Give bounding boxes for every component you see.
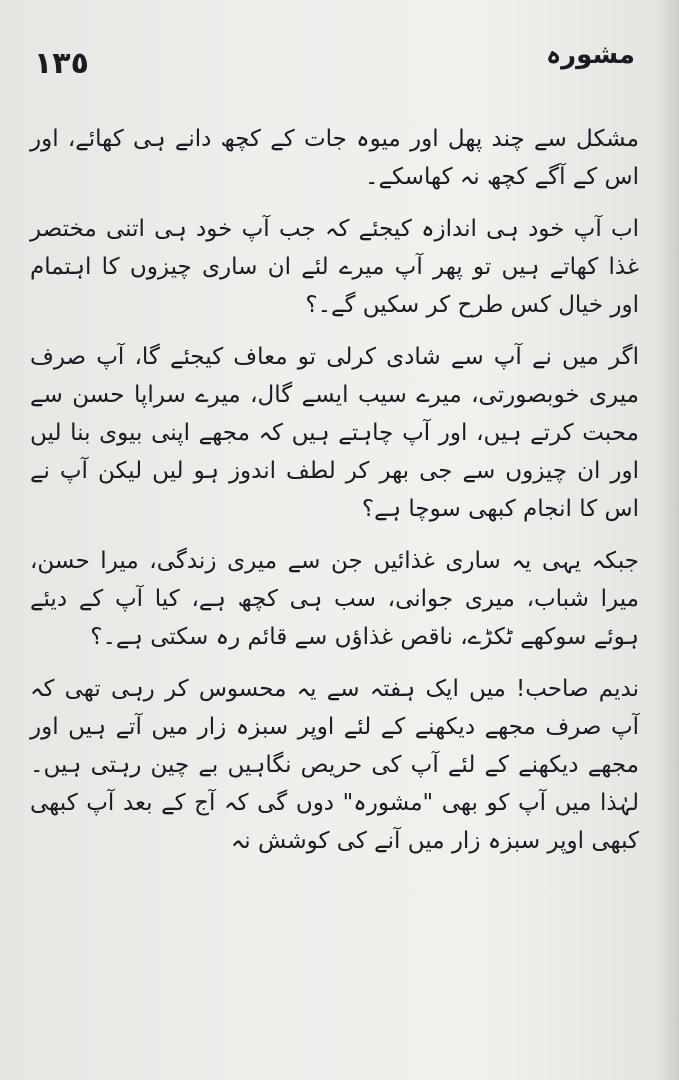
page-number: ١٣٥ (34, 46, 89, 81)
page-edge-shadow (657, 0, 679, 1080)
paragraph: جبکہ یہی یہ ساری غذائیں جن سے میری زندگی، میرا حسن، میرا شباب، میری جوانی، سب ہی کچھ ہے، کیا آپ کے دیئے ہوئے سوکھے ٹکڑے، ناقص غذاؤں سے قائم رہ سکتی ہے۔؟ (30, 548, 639, 650)
paragraph: اب آپ خود ہی اندازہ کیجئے کہ جب آپ خود ہی اتنی مختصر غذا کھاتے ہیں تو پھر آپ میرے لئے ان ساری چیزوں کا اہتمام اور خیال کس طرح کر سکیں گے۔؟ (30, 216, 639, 318)
page-body (30, 120, 639, 860)
paragraph: ندیم صاحب! میں ایک ہفتہ سے یہ محسوس کر رہی تھی کہ آپ صرف مجھے دیکھنے کے لئے اوپر سبزہ زار میں آتے ہیں اور مجھے دیکھنے کے لئے آپ کی حریص نگاہیں بے چین رہتی ہیں۔ لہٰذا میں آپ کو بھی "مشورہ" دوں گی کہ آج کے بعد آپ کبھی کبھی اوپر سبزہ زار میں آنے کی کوشش نہ (30, 676, 639, 854)
paragraph: اگر میں نے آپ سے شادی کرلی تو معاف کیجئے گا، آپ صرف میری خوبصورتی، میرے سیب ایسے گال، میرے سراپا حسن سے محبت کرتے ہیں، اور آپ چاہتے ہیں کہ مجھے اپنی بیوی بنا لیں اور ان چیزوں سے جی بھر کر لطف اندوز ہو لیں لیکن آپ نے اس کا انجام کبھی سوچا ہے؟ (30, 344, 639, 522)
running-title: مشورہ (545, 40, 635, 70)
paragraph: مشکل سے چند پھل اور میوہ جات کے کچھ دانے ہی کھائے، اور اس کے آگے کچھ نہ کھاسکے۔ (30, 126, 639, 190)
